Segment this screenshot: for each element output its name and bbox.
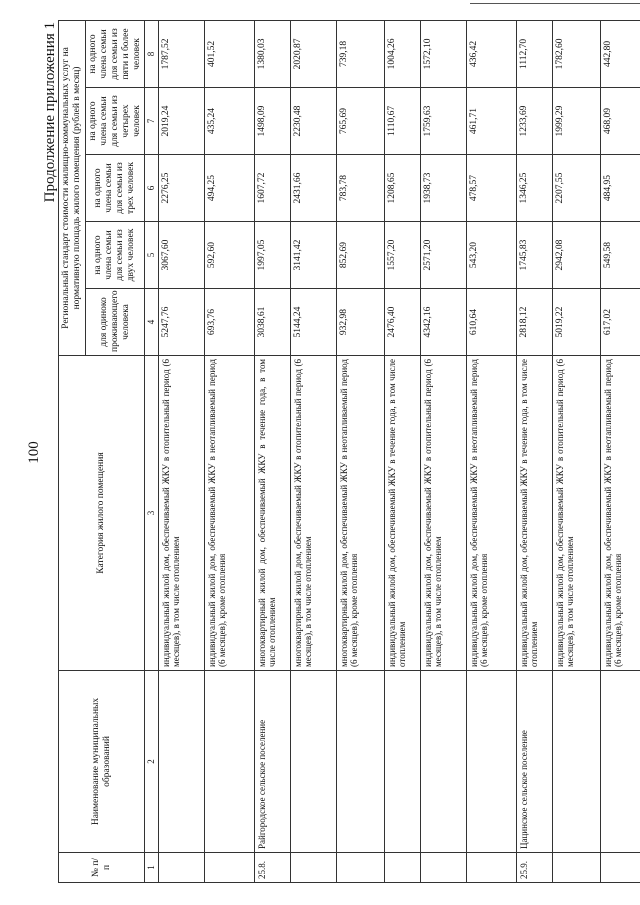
- row-code: [204, 853, 254, 883]
- row-municipality: [290, 671, 336, 853]
- row-value: 461,71: [466, 88, 516, 155]
- row-municipality: [384, 671, 420, 853]
- row-category: индивидуальный жилой дом, обеспечиваемый ЖКУ в отопительный период (6 месяцев), в том числе отоплением: [420, 356, 466, 671]
- row-value: 1572,10: [420, 20, 466, 87]
- row-value: 2019,24: [158, 88, 204, 155]
- row-value: 435,24: [204, 88, 254, 155]
- row-value: 592,60: [204, 222, 254, 289]
- row-municipality: [420, 671, 466, 853]
- row-value: 5247,76: [158, 289, 204, 356]
- row-code: [384, 853, 420, 883]
- column-index: 8: [145, 20, 158, 87]
- standards-table: [58, 20, 640, 883]
- row-value: 2230,48: [290, 88, 336, 155]
- row-municipality: [158, 671, 204, 853]
- row-code: [336, 853, 384, 883]
- row-code: 25.9.: [516, 853, 552, 883]
- row-code: [600, 853, 640, 883]
- column-index: 7: [145, 88, 158, 155]
- row-value: 478,57: [466, 155, 516, 222]
- row-category: индивидуальный жилой дом, обеспечиваемый ЖКУ в неотапливаемый период (6 месяцев), кроме отопления: [466, 356, 516, 671]
- row-value: 5144,24: [290, 289, 336, 356]
- row-value: 1938,73: [420, 155, 466, 222]
- table-row: [600, 20, 640, 882]
- row-value: 484,95: [600, 155, 640, 222]
- row-value: 494,25: [204, 155, 254, 222]
- header-sub-4: на одного члена семьи для семьи из четырех человек: [85, 88, 145, 155]
- row-municipality: [336, 671, 384, 853]
- row-code: [290, 853, 336, 883]
- row-value: 1110,67: [384, 88, 420, 155]
- row-value: 543,20: [466, 222, 516, 289]
- row-value: 5019,22: [552, 289, 600, 356]
- row-value: 1999,29: [552, 88, 600, 155]
- header-sub-2: на одного члена семьи для семьи из двух человек: [85, 222, 145, 289]
- row-value: 1745,83: [516, 222, 552, 289]
- row-value: 2942,08: [552, 222, 600, 289]
- row-value: 1557,20: [384, 222, 420, 289]
- row-municipality: [204, 671, 254, 853]
- table-row: [254, 20, 290, 882]
- row-value: 852,69: [336, 222, 384, 289]
- row-value: 1782,60: [552, 20, 600, 87]
- row-municipality: Цацинское сельское поселение: [516, 671, 552, 853]
- column-index: 2: [145, 671, 158, 853]
- row-category: индивидуальный жилой дом, обеспечиваемый ЖКУ в отопительный период (6 месяцев), в том числе отоплением: [552, 356, 600, 671]
- row-value: 2020,87: [290, 20, 336, 87]
- row-code: [466, 853, 516, 883]
- row-code: [158, 853, 204, 883]
- row-value: 1759,63: [420, 88, 466, 155]
- row-municipality: [466, 671, 516, 853]
- header-standard: Региональный стандарт стоимости жилищно-коммунальных услуг на нормативную площадь жилого помещения (рублей в месяц): [59, 20, 86, 355]
- row-value: 436,42: [466, 20, 516, 87]
- row-value: 1787,52: [158, 20, 204, 87]
- table-row: [384, 20, 420, 882]
- row-value: 1208,65: [384, 155, 420, 222]
- row-value: 1346,25: [516, 155, 552, 222]
- header-municipality: Наименование муниципальных образований: [59, 671, 145, 853]
- row-category: индивидуальный жилой дом, обеспечиваемый ЖКУ в неотапливаемый период (6 месяцев), кроме отопления: [600, 356, 640, 671]
- row-value: 739,18: [336, 20, 384, 87]
- row-value: 1112,70: [516, 20, 552, 87]
- table-row: [516, 20, 552, 882]
- row-code: 25.8.: [254, 853, 290, 883]
- row-category: индивидуальный жилой дом, обеспечиваемый ЖКУ в отопительный период (6 месяцев), в том числе отоплением: [158, 356, 204, 671]
- row-value: 1380,03: [254, 20, 290, 87]
- header-category: Категория жилого помещения: [59, 356, 145, 671]
- column-index: 4: [145, 289, 158, 356]
- column-index: 6: [145, 155, 158, 222]
- row-value: 617,02: [600, 289, 640, 356]
- row-municipality: Райгородское сельское поселение: [254, 671, 290, 853]
- row-value: 4342,16: [420, 289, 466, 356]
- column-index-row: [145, 20, 158, 882]
- row-category: многоквартирный жилой дом, обеспечиваемый ЖКУ в неотапливаемый период (6 месяцев), кроме отопления: [336, 356, 384, 671]
- row-value: 1004,26: [384, 20, 420, 87]
- column-index: 3: [145, 356, 158, 671]
- row-value: 2476,40: [384, 289, 420, 356]
- column-index: 1: [145, 853, 158, 883]
- table-row: [466, 20, 516, 882]
- table-body: [158, 20, 640, 882]
- table-row: [290, 20, 336, 882]
- header-num: № п/п: [59, 853, 145, 883]
- row-category: индивидуальный жилой дом, обеспечиваемый ЖКУ в течение года, в том числе отоплением: [516, 356, 552, 671]
- row-value: 693,76: [204, 289, 254, 356]
- row-municipality: [600, 671, 640, 853]
- header-sub-5: на одного члена семьи для семьи из пяти и более человек: [85, 20, 145, 87]
- row-value: 2818,12: [516, 289, 552, 356]
- row-municipality: [552, 671, 600, 853]
- table-row: [420, 20, 466, 882]
- row-value: 3141,42: [290, 222, 336, 289]
- row-value: 549,58: [600, 222, 640, 289]
- row-value: 401,52: [204, 20, 254, 87]
- row-value: 3067,60: [158, 222, 204, 289]
- continuation-title: Продолжение приложения 1: [42, 22, 58, 203]
- header-sub-3: на одного члена семьи для семьи из трех человек: [85, 155, 145, 222]
- row-category: многоквартирный жилой дом, обеспечиваемый ЖКУ в течение года, в том числе отоплением: [254, 356, 290, 671]
- table-row: [158, 20, 204, 882]
- row-value: 1498,09: [254, 88, 290, 155]
- row-value: 1233,69: [516, 88, 552, 155]
- table-row: [204, 20, 254, 882]
- page-number: 100: [26, 441, 42, 464]
- row-category: многоквартирный жилой дом, обеспечиваемый ЖКУ в отопительный период (6 месяцев), в том числе отоплением: [290, 356, 336, 671]
- row-value: 2207,55: [552, 155, 600, 222]
- row-value: 2571,20: [420, 222, 466, 289]
- row-value: 610,64: [466, 289, 516, 356]
- row-value: 1607,72: [254, 155, 290, 222]
- row-value: 2276,25: [158, 155, 204, 222]
- row-value: 932,98: [336, 289, 384, 356]
- row-value: 783,78: [336, 155, 384, 222]
- row-value: 442,80: [600, 20, 640, 87]
- row-value: 2431,66: [290, 155, 336, 222]
- row-value: 468,09: [600, 88, 640, 155]
- table-row: [552, 20, 600, 882]
- row-code: [420, 853, 466, 883]
- row-category: индивидуальный жилой дом, обеспечиваемый ЖКУ в течение года, в том числе отоплением: [384, 356, 420, 671]
- column-index: 5: [145, 222, 158, 289]
- row-value: 3038,61: [254, 289, 290, 356]
- row-value: 765,69: [336, 88, 384, 155]
- table-row: [336, 20, 384, 882]
- row-category: индивидуальный жилой дом, обеспечиваемый ЖКУ в неотапливаемый период (6 месяцев), кроме отопления: [204, 356, 254, 671]
- row-code: [552, 853, 600, 883]
- header-sub-1: для одиноко проживающего человека: [85, 289, 145, 356]
- row-value: 1997,05: [254, 222, 290, 289]
